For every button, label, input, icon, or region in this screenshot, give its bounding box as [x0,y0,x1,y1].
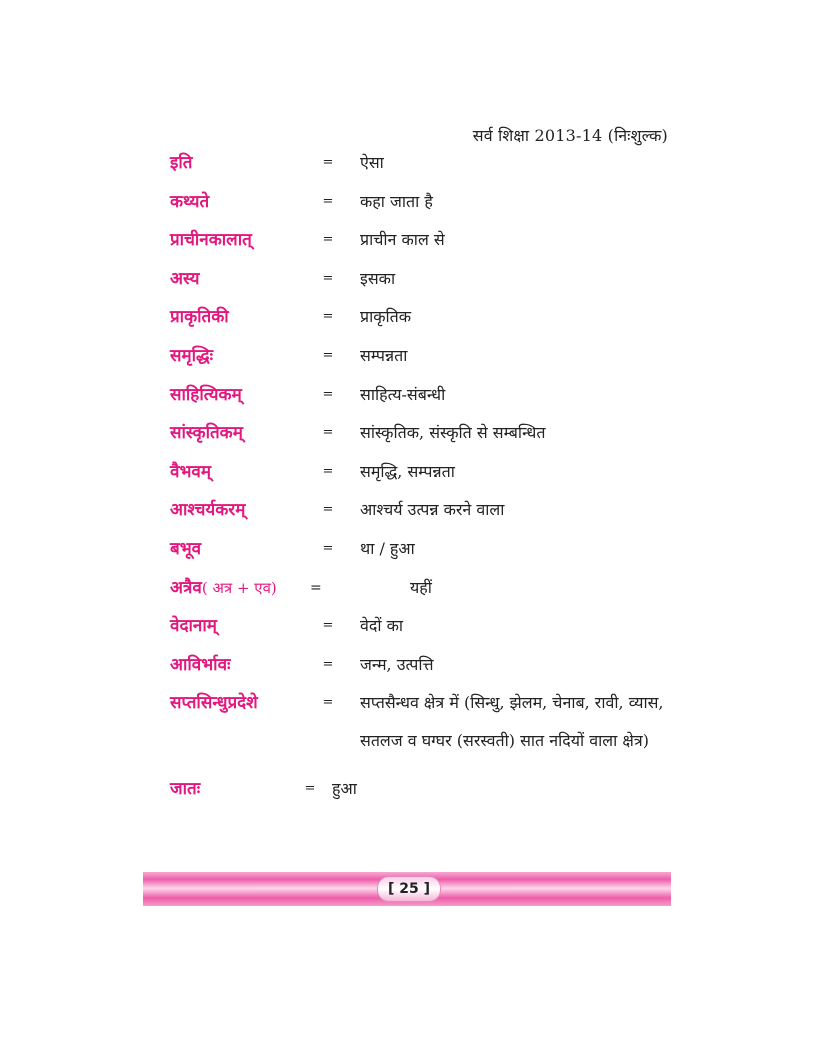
vocab-meaning: था / हुआ [360,538,415,558]
vocab-term: आविर्भावः [170,654,231,675]
equals-sign: = [322,502,334,518]
equals-sign: = [322,425,334,441]
vocabulary-list [170,150,680,815]
vocab-term-word: अत्रैव [170,577,202,598]
equals-sign: = [322,232,334,248]
vocab-row [170,189,680,228]
equals-sign: = [322,656,334,672]
vocab-meaning: हुआ [332,779,357,799]
vocab-meaning: समृद्धि, सम्पन्नता [360,461,455,481]
equals-sign: = [322,540,334,556]
vocab-term: कथ्यते [170,191,210,212]
vocab-term: जातः [170,779,201,800]
vocab-meaning: कहा जाता है [360,191,433,211]
vocab-row [170,690,680,760]
equals-sign: = [322,309,334,325]
vocab-term: इति [170,153,193,173]
vocab-meaning: आश्चर्य उत्पन्न करने वाला [360,500,505,520]
equals-sign: = [322,386,334,402]
vocab-term: सांस्कृतिकम् [170,423,243,444]
vocab-row [170,497,680,536]
page-number: [ 25 ] [377,876,441,902]
vocab-row [170,536,680,575]
vocab-term: वेदानाम् [170,616,217,637]
equals-sign: = [322,695,334,711]
page-header: सर्व शिक्षा 2013-14 (निःशुल्क) [472,126,668,145]
vocab-meaning: साहित्य-संबन्धी [360,384,446,404]
equals-sign: = [304,781,316,797]
vocab-meaning: सांस्कृतिक, संस्कृति से सम्बन्धित [360,423,546,443]
vocab-term-note: ( अत्र + एव) [201,578,277,597]
equals-sign: = [322,347,334,363]
vocab-meaning: प्राकृतिक [360,307,412,327]
vocab-term: प्राचीनकालात् [170,230,252,251]
vocab-meaning: सम्पन्नता [360,345,408,365]
vocab-row [170,776,680,815]
vocab-term: आश्चर्यकरम् [170,500,246,521]
vocab-term: अस्य [170,268,200,289]
vocab-row [170,227,680,266]
equals-sign: = [310,579,322,596]
equals-sign: = [322,463,334,479]
vocab-term: वैभवम् [170,461,212,482]
vocab-meaning: यहीं [410,577,432,597]
vocab-term: साहित्यिकम् [170,384,242,405]
vocab-row [170,420,680,459]
vocab-row [170,613,680,652]
vocab-meaning: ऐसा [360,153,384,172]
equals-sign: = [322,618,334,634]
vocab-term [170,575,310,601]
vocab-row [170,304,680,343]
vocab-row [170,459,680,498]
equals-sign: = [322,270,334,286]
vocab-row [170,150,680,189]
equals-sign: = [322,193,334,209]
vocab-row [170,343,680,382]
vocab-meaning: प्राचीन काल से [360,230,445,250]
vocab-meaning: वेदों का [360,616,404,636]
vocab-term: बभूव [170,538,202,559]
vocab-row [170,382,680,421]
equals-sign: = [322,155,334,170]
vocab-term: समृद्धिः [170,345,214,366]
vocab-term: प्राकृतिकी [170,307,229,328]
vocab-meaning: जन्म, उत्पत्ति [360,654,434,674]
vocab-meaning: सप्तसैन्धव क्षेत्र में (सिन्धु, झेलम, चेनाब, रावी, व्यास, सतलज व घग्घर (सरस्वती) सात नदियों वाला क्षेत्र) [360,693,664,751]
vocab-row [170,266,680,305]
vocab-meaning: इसका [360,268,396,288]
vocab-row [170,575,680,614]
vocab-term: सप्तसिन्धुप्रदेशे [170,693,258,714]
